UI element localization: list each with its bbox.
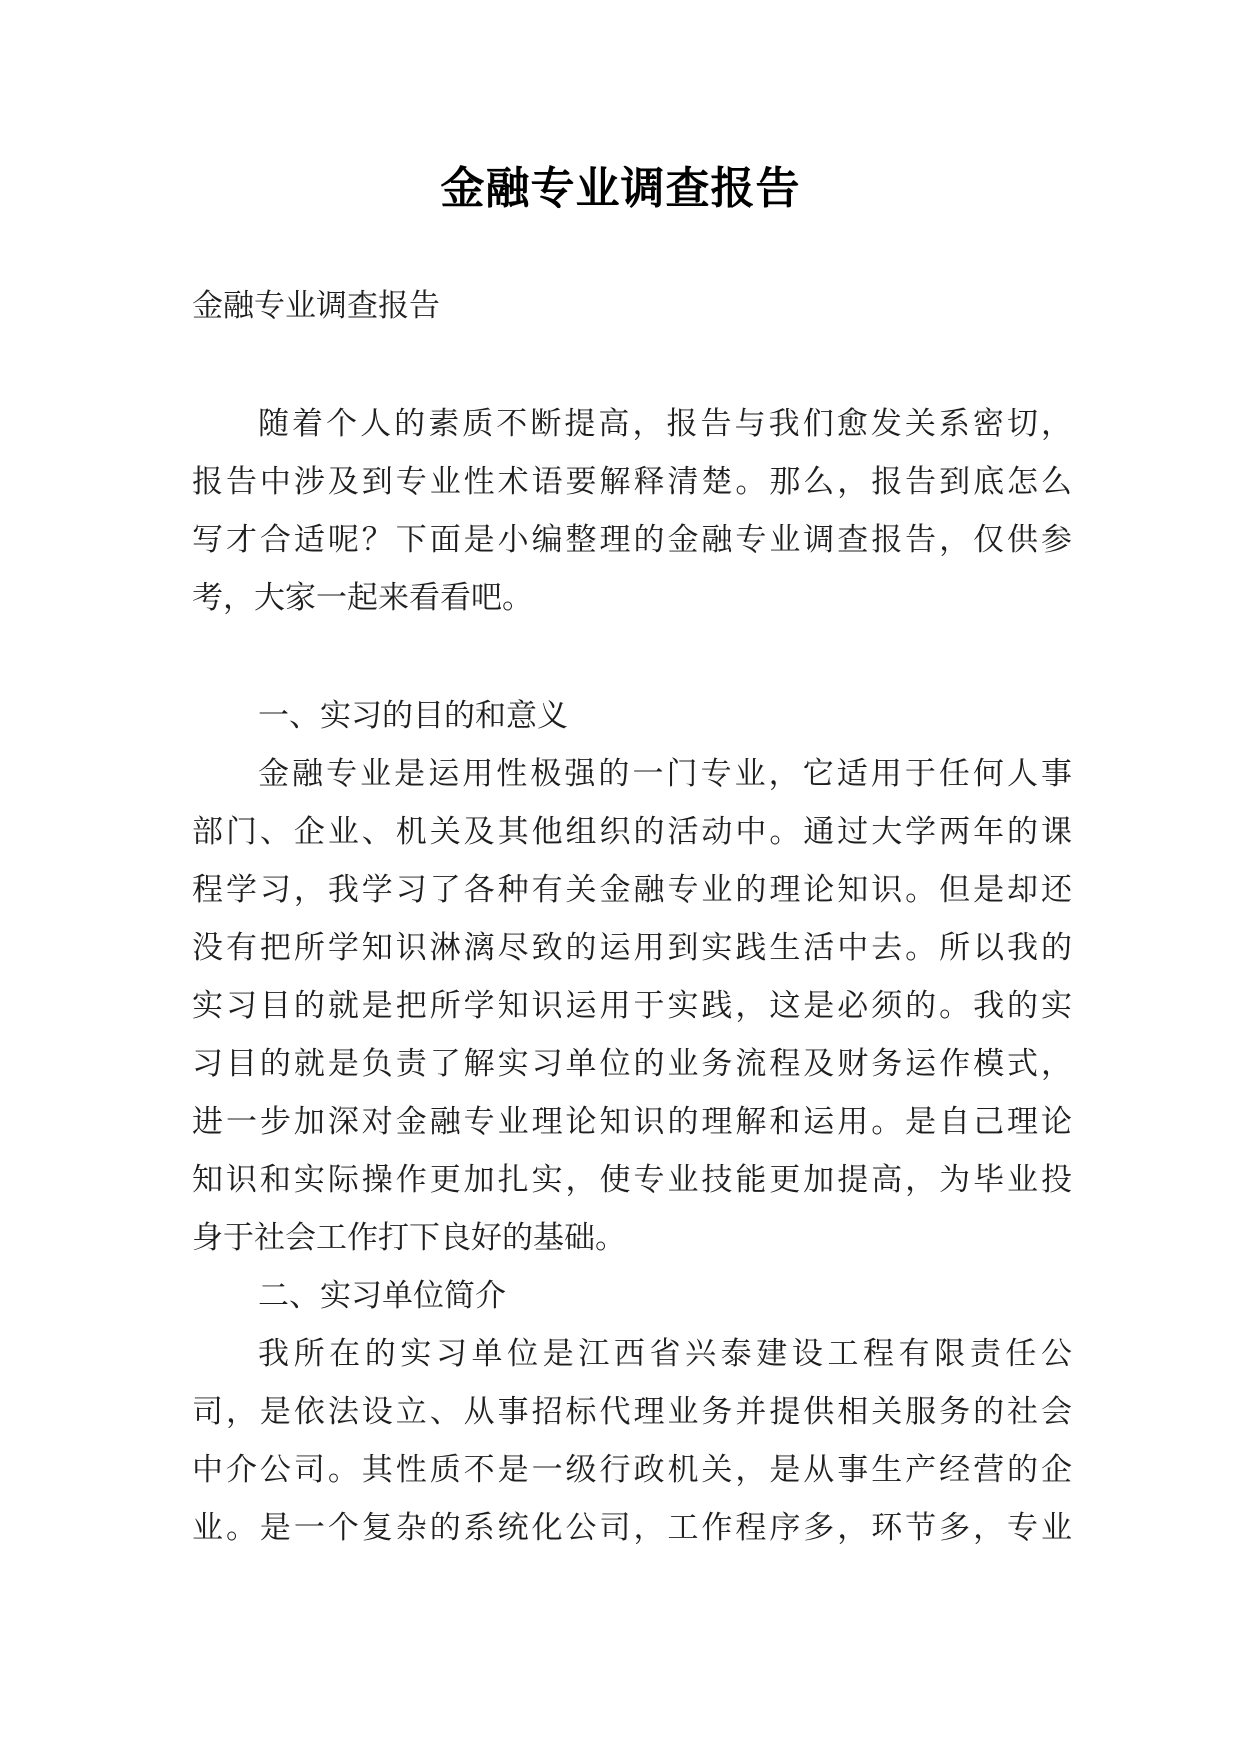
paragraph-line: 程学习，我学习了各种有关金融专业的理论知识。但是却还 bbox=[192, 872, 1072, 908]
document-title: 金融专业调查报告 bbox=[440, 163, 801, 214]
paragraph-line: 金融专业是运用性极强的一门专业，它适用于任何人事 bbox=[258, 756, 1072, 792]
section-heading: 二、实习单位简介 bbox=[258, 1278, 506, 1314]
paragraph-line: 写才合适呢？下面是小编整理的金融专业调查报告，仅供参 bbox=[192, 522, 1072, 558]
document-subtitle: 金融专业调查报告 bbox=[192, 288, 440, 324]
paragraph-line: 进一步加深对金融专业理论知识的理解和运用。是自己理论 bbox=[192, 1104, 1072, 1140]
paragraph-line: 中介公司。其性质不是一级行政机关，是从事生产经营的企 bbox=[192, 1452, 1072, 1488]
paragraph-line: 身于社会工作打下良好的基础。 bbox=[192, 1220, 626, 1256]
paragraph-line: 习目的就是负责了解实习单位的业务流程及财务运作模式， bbox=[192, 1046, 1072, 1082]
paragraph-line: 考，大家一起来看看吧。 bbox=[192, 580, 533, 616]
paragraph-line: 随着个人的素质不断提高，报告与我们愈发关系密切， bbox=[258, 406, 1072, 442]
paragraph-line: 司，是依法设立、从事招标代理业务并提供相关服务的社会 bbox=[192, 1394, 1072, 1430]
paragraph-line: 业。是一个复杂的系统化公司，工作程序多，环节多，专业 bbox=[192, 1510, 1072, 1546]
section-heading: 一、实习的目的和意义 bbox=[258, 698, 568, 734]
paragraph-line: 实习目的就是把所学知识运用于实践，这是必须的。我的实 bbox=[192, 988, 1072, 1024]
paragraph-line: 报告中涉及到专业性术语要解释清楚。那么，报告到底怎么 bbox=[192, 464, 1072, 500]
paragraph-line: 知识和实际操作更加扎实，使专业技能更加提高，为毕业投 bbox=[192, 1162, 1072, 1198]
paragraph-line: 我所在的实习单位是江西省兴泰建设工程有限责任公 bbox=[258, 1336, 1072, 1372]
paragraph-line: 没有把所学知识淋漓尽致的运用到实践生活中去。所以我的 bbox=[192, 930, 1072, 966]
paragraph-line: 部门、企业、机关及其他组织的活动中。通过大学两年的课 bbox=[192, 814, 1072, 850]
